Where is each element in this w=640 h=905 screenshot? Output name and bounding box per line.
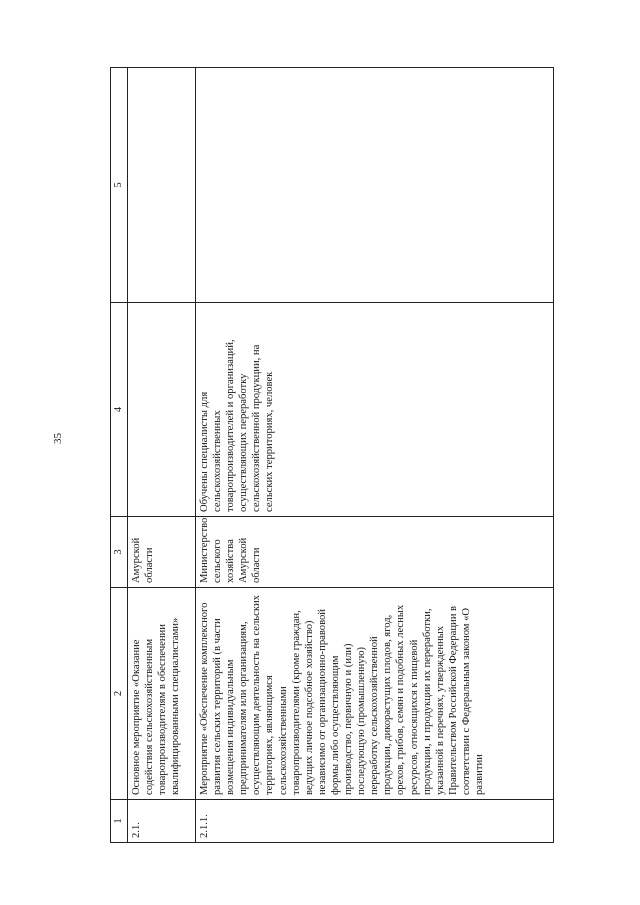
table-row — [196, 68, 554, 843]
row-number: 2.1.1. — [196, 800, 554, 843]
row-number: 2.1. — [128, 800, 196, 843]
result-cell: Обучены специалисты для сельскохозяйственных товаропроизводителей и организаций, осуществляющих переработку сельскохозяйственной продукции, на сельских территориях, человек — [196, 303, 554, 517]
header-col-5: 5 — [111, 68, 128, 303]
header-col-3: 3 — [111, 517, 128, 588]
table-header-row — [111, 68, 128, 843]
col5-cell — [128, 68, 196, 303]
header-col-4: 4 — [111, 303, 128, 517]
header-col-1: 1 — [111, 800, 128, 843]
result-cell — [128, 303, 196, 517]
rotated-table-container — [110, 73, 565, 843]
measure-cell: Основное мероприятие «Оказание содействия сельскохозяйственным товаропроизводителям в обеспечении квалифицированными специалистами» — [128, 588, 196, 800]
page-number: 35 — [52, 433, 64, 444]
executor-cell: Амурской области — [128, 517, 196, 588]
program-table — [110, 67, 554, 843]
col5-cell — [196, 68, 554, 303]
executor-cell: Министерство сельского хозяйства Амурской области — [196, 517, 554, 588]
header-col-2: 2 — [111, 588, 128, 800]
table-row — [128, 68, 196, 843]
measure-cell: Мероприятие «Обеспечение комплексного развития сельских территорий (в части возмещения индивидуальным предпринимателям или организациям, осуществляющим деятельность на сельских территориях, являющимся сельскохозяйственными товаропроизводителями (кроме граждан, ведущих личное подсобное хозяйство) независимо от организационно-правовой формы либо осуществляющим производство, первичную и (или) последующую (промышленную) переработку сельскохозяйственной продукции, дикорастущих плодов, ягод, орехов, грибов, семян и подобных лесных ресурсов, относящихся к пищевой продукции, и продукции их переработки, указанной в перечнях, утвержденных Правительством Российской Федерации в соответствии с Федеральным законом «О развитии — [196, 588, 554, 800]
